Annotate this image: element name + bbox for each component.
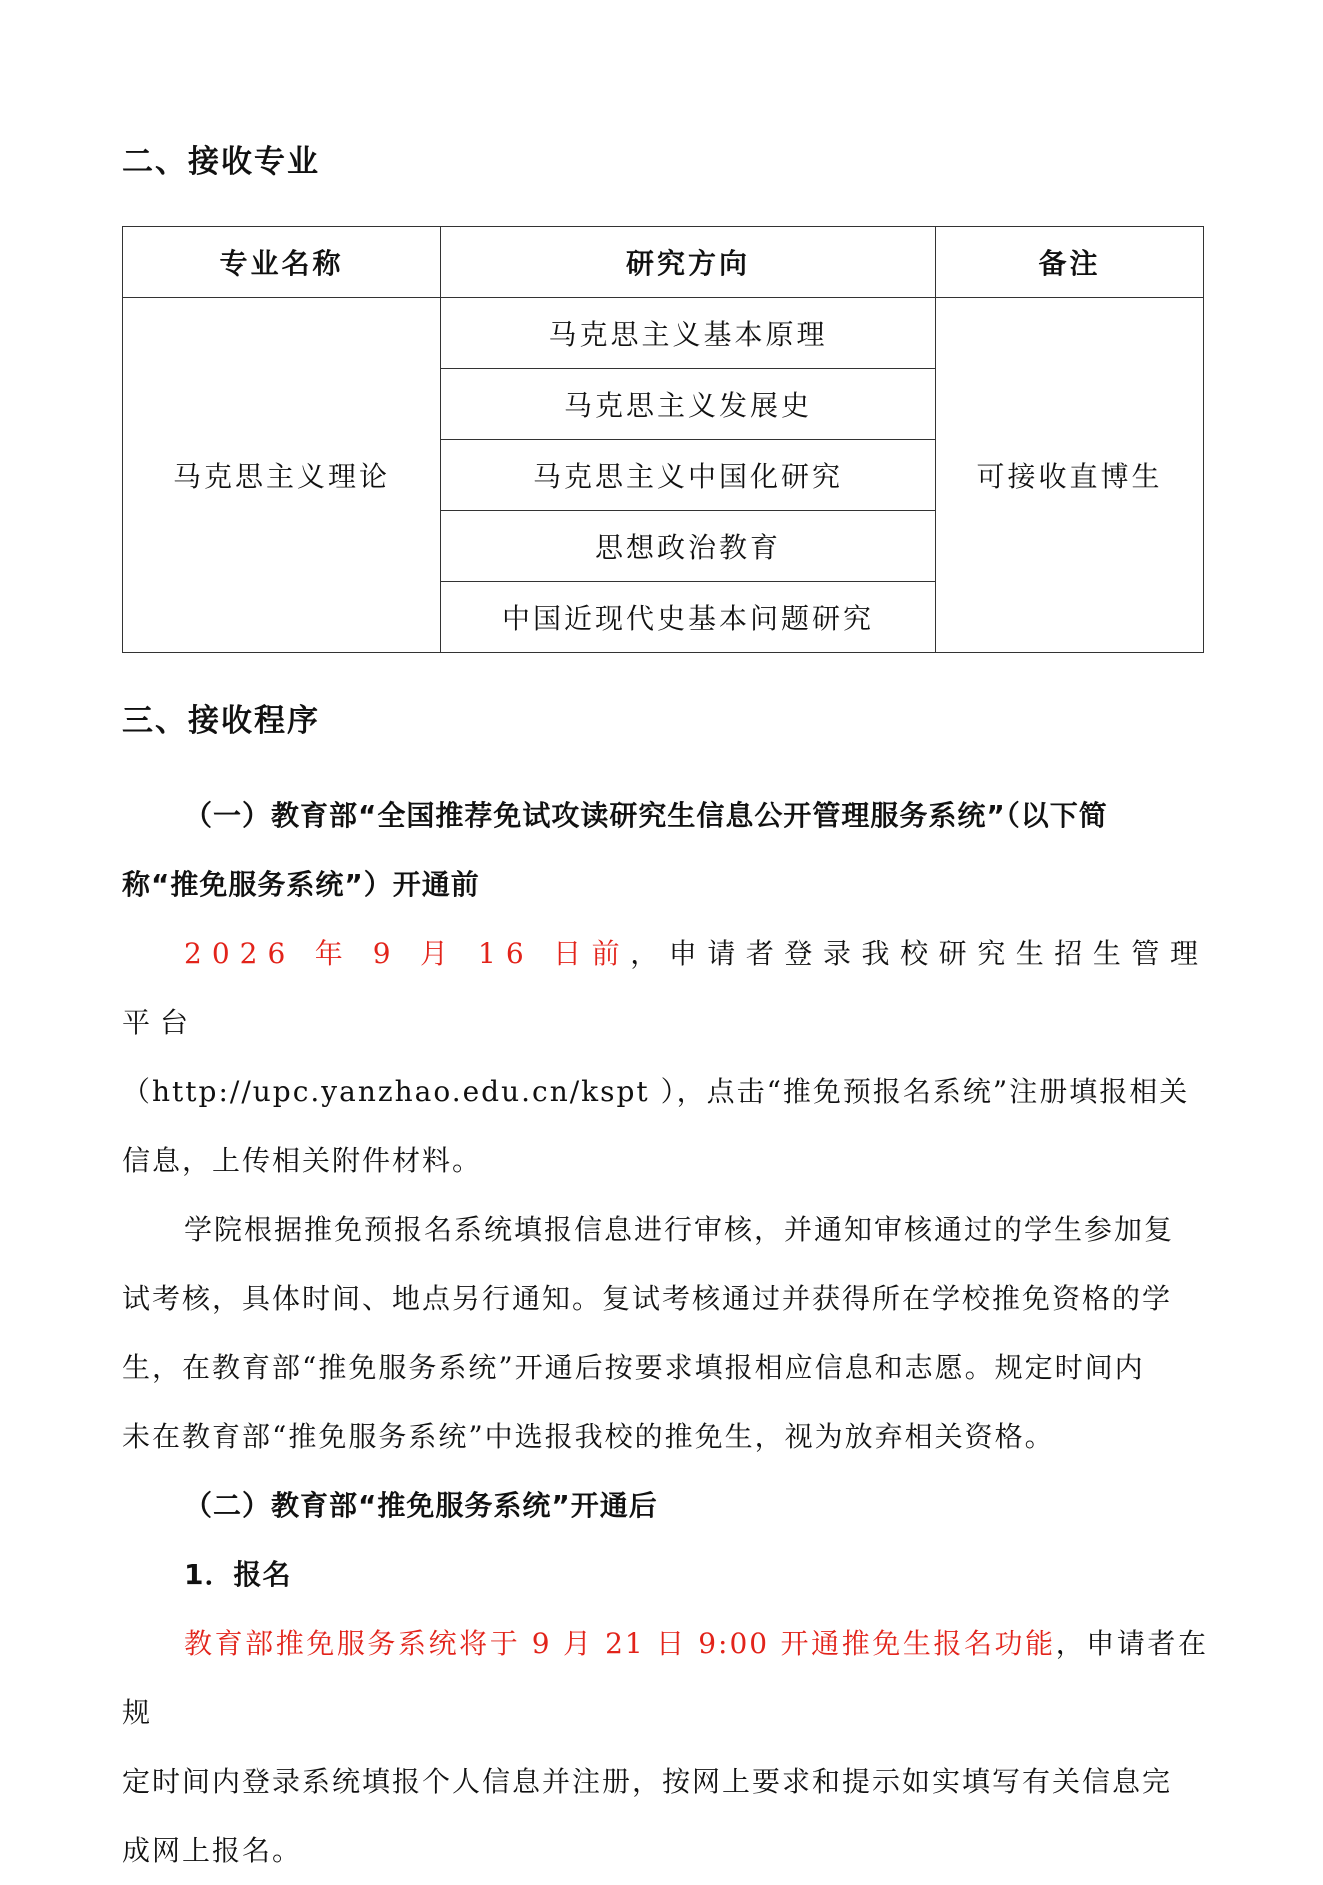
paragraph-line: 试考核，具体时间、地点另行通知。复试考核通过并获得所在学校推免资格的学 bbox=[122, 1282, 1173, 1315]
item-registration-heading: 1．报名 bbox=[184, 1558, 292, 1591]
spacer bbox=[122, 745, 1208, 781]
majors-table bbox=[122, 226, 1204, 653]
deadline-date: 2026 年 9 月 16 日前 bbox=[184, 937, 631, 970]
direction-cell: 马克思主义发展史 bbox=[441, 369, 936, 440]
remarks-cell: 可接收直博生 bbox=[936, 298, 1204, 653]
spacer bbox=[122, 653, 1208, 697]
paragraph-line: （http://upc.yanzhao.edu.cn/kspt ），点击“推免预报名系统”注册填报相关 bbox=[122, 1075, 1190, 1108]
paragraph-preregistration bbox=[122, 919, 1208, 1195]
subheading-before-system-opens bbox=[122, 781, 1208, 919]
direction-cell: 中国近现代史基本问题研究 bbox=[441, 582, 936, 653]
document-content bbox=[122, 138, 1208, 1885]
paragraph-line: 生，在教育部“推免服务系统”开通后按要求填报相应信息和志愿。规定时间内 bbox=[122, 1351, 1145, 1384]
header-research-direction: 研究方向 bbox=[441, 227, 936, 298]
paragraph-line: 成网上报名。 bbox=[122, 1834, 303, 1867]
subheading-line: （一）教育部“全国推荐免试攻读研究生信息公开管理服务系统”（以下简 bbox=[184, 799, 1108, 832]
direction-cell: 马克思主义中国化研究 bbox=[441, 440, 936, 511]
header-major-name: 专业名称 bbox=[123, 227, 441, 298]
header-remarks: 备注 bbox=[936, 227, 1204, 298]
paragraph-text: ，申请者登录我校研究生招生管理平台 bbox=[122, 937, 1208, 1039]
table-header-row bbox=[123, 227, 1204, 298]
direction-cell: 思想政治教育 bbox=[441, 511, 936, 582]
paragraph-review bbox=[122, 1195, 1208, 1471]
table-row bbox=[123, 298, 1204, 369]
section-heading-procedure: 三、接收程序 bbox=[122, 703, 320, 739]
paragraph-line: 信息，上传相关附件材料。 bbox=[122, 1144, 483, 1177]
major-name-cell: 马克思主义理论 bbox=[123, 298, 441, 653]
section-heading-majors: 二、接收专业 bbox=[122, 144, 320, 180]
paragraph-line: 定时间内登录系统填报个人信息并注册，按网上要求和提示如实填写有关信息完 bbox=[122, 1765, 1173, 1798]
paragraph-line: 学院根据推免预报名系统填报信息进行审核，并通知审核通过的学生参加复 bbox=[184, 1213, 1175, 1246]
paragraph-line: 未在教育部“推免服务系统”中选报我校的推免生，视为放弃相关资格。 bbox=[122, 1420, 1055, 1453]
direction-cell: 马克思主义基本原理 bbox=[441, 298, 936, 369]
subheading-after-system-opens: （二）教育部“推免服务系统”开通后 bbox=[184, 1489, 658, 1522]
registration-open-notice: 教育部推免服务系统将于 9 月 21 日 9:00 开通推免生报名功能 bbox=[184, 1627, 1056, 1660]
paragraph-registration bbox=[122, 1609, 1208, 1885]
subheading-line: 称“推免服务系统”）开通前 bbox=[122, 868, 480, 901]
paragraph-text: ，申请者在规 bbox=[122, 1627, 1208, 1729]
